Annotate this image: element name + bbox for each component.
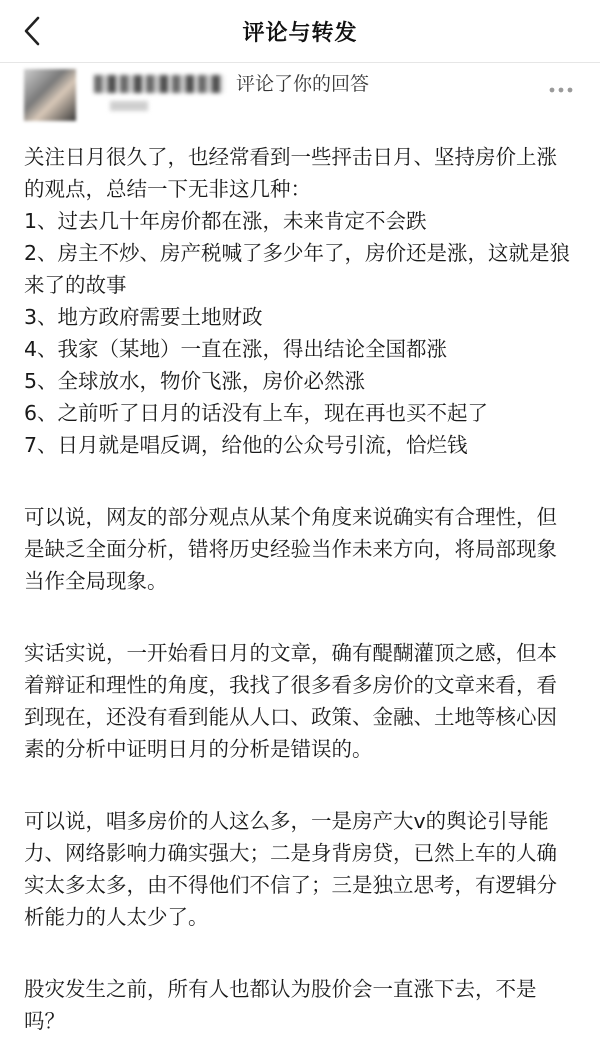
paragraph: 股灾发生之前，所有人也都认为股价会一直涨下去，不是吗？ <box>24 977 537 1033</box>
list-item: 3、地方政府需要土地财政 <box>24 305 263 329</box>
opinion-list <box>24 141 576 461</box>
intro-text: 关注日月很久了，也经常看到一些抨击日月、坚持房价上涨的观点，总结一下无非这几种： <box>24 145 557 201</box>
timestamp-blurred <box>110 101 148 111</box>
username-blurred[interactable] <box>94 75 224 93</box>
list-item: 6、之前听了日月的话没有上车，现在再也买不起了 <box>24 401 489 425</box>
paragraph: 实话实说，一开始看日月的文章，确有醍醐灌顶之感，但本着辩证和理性的角度，我找了很多看多房价的文章来看，看到现在，还没有看到能从人口、政策、金融、土地等核心因素的分析中证明日月的分析是错误的。 <box>24 641 557 761</box>
list-item: 5、全球放水，物价飞涨，房价必然涨 <box>24 369 366 393</box>
more-dots-icon[interactable] <box>548 85 574 95</box>
list-item: 1、过去几十年房价都在涨，未来肯定不会跌 <box>24 209 427 233</box>
list-item: 4、我家（某地）一直在涨，得出结论全国都涨 <box>24 337 448 361</box>
paragraph: 可以说，唱多房价的人这么多，一是房产大v的舆论引导能力、网络影响力确实强大；二是身背房贷，已然上车的人确实太多太多，由不得他们不信了；三是独立思考，有逻辑分析能力的人太少了。 <box>24 809 557 929</box>
comment-body <box>0 127 600 1037</box>
avatar[interactable] <box>24 69 76 121</box>
list-item: 2、房主不炒、房产税喊了多少年了，房价还是涨，这就是狼来了的故事 <box>24 241 571 297</box>
comment-action-text: 评论了你的回答 <box>236 73 370 95</box>
paragraph: 可以说，网友的部分观点从某个角度来说确实有合理性，但是缺乏全面分析，错将历史经验当作未来方向，将局部现象当作全局现象。 <box>24 505 557 593</box>
nav-bar <box>0 0 600 63</box>
comment-header <box>0 63 600 127</box>
list-item: 7、日月就是唱反调，给他的公众号引流，恰烂钱 <box>24 433 468 457</box>
page-title: 评论与转发 <box>242 21 358 46</box>
